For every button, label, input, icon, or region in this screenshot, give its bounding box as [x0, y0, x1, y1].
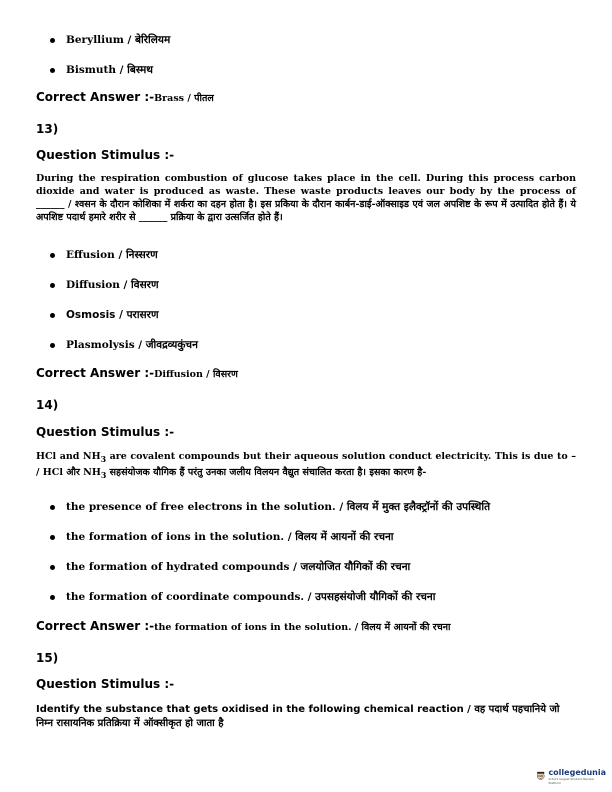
subscript: 3 — [100, 470, 107, 480]
q12-correct-answer — [36, 90, 214, 104]
question-stem: During the respiration combustion of glucose takes place in the cell. During this process carbon dioxide and water is produced as waste. These waste products leaves our body by the process of ______ / श्वसन के दौरान कोशिका में शर्करा का दहन होता है। इस प्रकिया के दौरान कार्बन-डाई-ऑक्साइड एवं जल अपशिष्ट के रूप में उत्पादित होते हैं। ये अपशिष्ट पदार्थ हमारे शरीर से ______ प्रक्रिया के द्वारा उत्सर्जित होते हैं। — [36, 173, 576, 223]
collegedunia-logo — [536, 764, 606, 788]
option-item: Plasmolysis / जीवद्रव्यकुंचन — [36, 338, 576, 352]
answer-label: Correct Answer :- — [36, 619, 155, 633]
q14-options — [36, 500, 576, 604]
option-item: the formation of ions in the solution. / विलय में आयनों की रचना — [36, 530, 576, 544]
q13-correct-answer — [36, 366, 238, 380]
q14-correct-answer — [36, 619, 450, 633]
question-stimulus-label: Question Stimulus :- — [36, 677, 175, 691]
option-item: Beryllium / बेरिलियम — [36, 33, 576, 47]
stem-text: are covalent compounds but their aqueous solution conduct electricity. This is due to – / HCl और NH — [36, 451, 576, 478]
logo-tagline: India's largest Student Review Platform — [548, 776, 594, 785]
option-text: Osmosis / परासरण — [66, 309, 159, 321]
option-item: Diffusion / विसरण — [36, 278, 576, 292]
mascot-icon — [536, 767, 545, 785]
stem-text: HCl and NH — [36, 451, 101, 462]
answer-value: Diffusion / विसरण — [154, 369, 238, 380]
question-stem — [36, 450, 576, 482]
question-number: 15) — [36, 651, 59, 665]
question-stem: Identify the substance that gets oxidised in the following chemical reaction / वह पदार्थ पहचानिये जो निम्न रासायनिक प्रतिक्रिया में ऑक्सीकृत हो जाता है — [36, 704, 560, 729]
answer-value: Brass / पीतल — [154, 93, 214, 104]
stem-text: सहसंयोजक यौगिक हैं परंतु उनका जलीय विलयन वैद्युत संचालित करता है। इसका कारण है- — [106, 466, 427, 478]
option-item: the formation of hydrated compounds / जलयोजित यौगिकों की रचना — [36, 560, 576, 574]
option-item: the presence of free electrons in the solution. / विलय में मुक्त इलैक्ट्रॉनों की उपस्थिति — [36, 500, 576, 514]
question-number: 13) — [36, 122, 59, 136]
option-item: Effusion / निस्सरण — [36, 248, 576, 262]
q12-options-2 — [36, 63, 576, 77]
answer-label: Correct Answer :- — [36, 90, 155, 104]
logo-text: collegedunia — [548, 767, 606, 777]
option-item — [36, 308, 576, 322]
question-number: 14) — [36, 398, 59, 412]
option-item: Bismuth / बिस्मथ — [36, 63, 576, 77]
answer-label: Correct Answer :- — [36, 366, 155, 380]
subscript: 3 — [100, 454, 107, 464]
option-item: the formation of coordinate compounds. / उपसहसंयोजी यौगिकों की रचना — [36, 590, 576, 604]
question-stimulus-label: Question Stimulus :- — [36, 425, 175, 439]
answer-value: the formation of ions in the solution. / विलय में आयनों की रचना — [154, 622, 451, 633]
question-stimulus-label: Question Stimulus :- — [36, 148, 175, 162]
q13-options — [36, 248, 576, 352]
q12-options — [36, 33, 576, 47]
